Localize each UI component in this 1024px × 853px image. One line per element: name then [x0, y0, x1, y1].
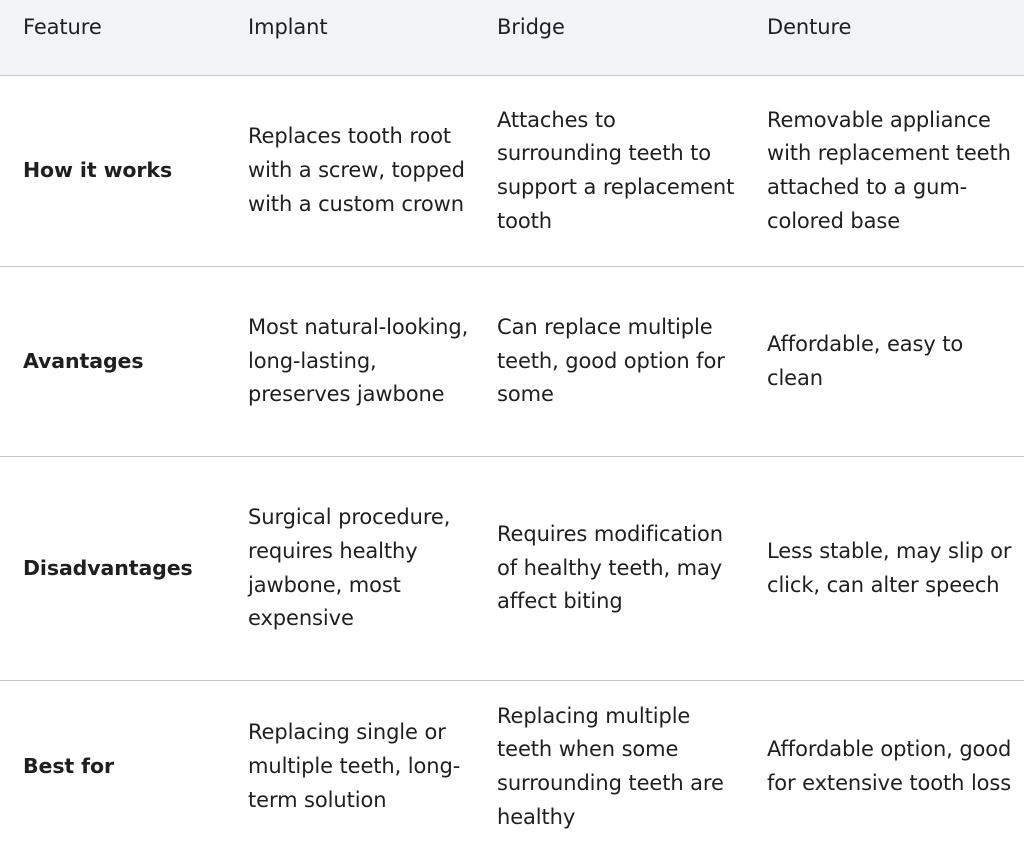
implant-cell: Surgical procedure, requires healthy jawbone, most expensive [248, 505, 451, 631]
bridge-cell: Attaches to surrounding teeth to support a replacement tooth [497, 107, 735, 233]
denture-cell: Removable appliance with replacement teeth attached to a gum-colored base [767, 107, 1011, 233]
implant-cell: Replacing single or multiple teeth, long-term solution [248, 720, 461, 812]
row-feature-cell: Disadvantages [23, 555, 193, 580]
header-cell-bridge: Bridge [497, 15, 565, 39]
denture-cell: Affordable, easy to clean [767, 331, 964, 390]
header-cell-feature: Feature [23, 15, 102, 39]
implant-cell: Replaces tooth root with a screw, topped with a custom crown [248, 124, 465, 216]
table-row [0, 76, 1024, 267]
row-feature-cell: Best for [23, 754, 114, 779]
row-feature-cell: How it works [23, 158, 173, 183]
bridge-cell: Requires modification of healthy teeth, may affect biting [497, 521, 723, 614]
table-row [0, 681, 1024, 853]
table-row [0, 267, 1024, 457]
implant-cell: Most natural-looking, long-lasting, preserves jawbone [248, 314, 469, 407]
bridge-cell: Can replace multiple teeth, good option for some [497, 314, 725, 407]
denture-cell: Affordable option, good for extensive tooth loss [767, 737, 1012, 795]
row-feature-cell: Avantages [23, 348, 144, 373]
bridge-cell: Replacing multiple teeth when some surrounding teeth are healthy [497, 703, 724, 829]
table-header-row [0, 0, 1024, 76]
table-row [0, 457, 1024, 681]
denture-cell: Less stable, may slip or click, can alter speech [767, 538, 1012, 597]
header-cell-implant: Implant [248, 15, 328, 39]
header-cell-denture: Denture [767, 15, 852, 39]
